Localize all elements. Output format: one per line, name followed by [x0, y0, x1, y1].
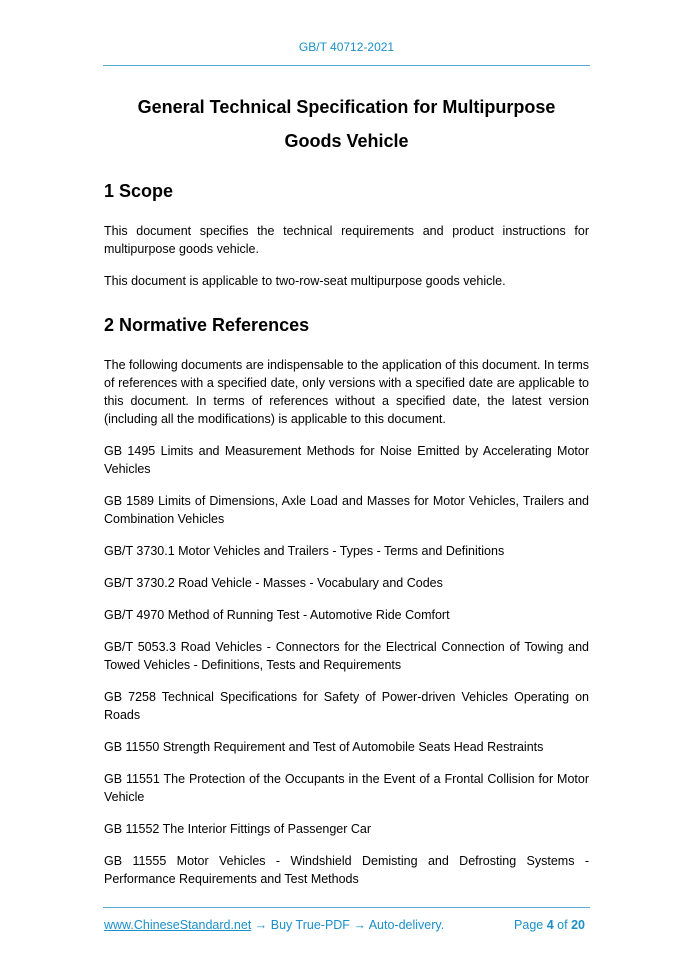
- header-divider: [103, 65, 590, 66]
- reference-item: GB 7258 Technical Specifications for Safety of Power-driven Vehicles Operating on Roads: [104, 690, 589, 722]
- website-link[interactable]: www.ChineseStandard.net: [104, 918, 252, 932]
- footer-divider: [103, 907, 590, 908]
- reference-item: GB/T 5053.3 Road Vehicles - Connectors for the Electrical Connection of Towing and Towed Vehicles - Definitions, Tests and Requirements: [104, 640, 589, 672]
- footer-promo: [104, 918, 444, 932]
- page-of-label: of: [557, 918, 568, 932]
- scope-heading: 1 Scope: [104, 181, 174, 201]
- document-title-line-1: General Technical Specification for Multipurpose: [137, 97, 556, 117]
- page-indicator: [514, 918, 585, 932]
- document-title-line-2: Goods Vehicle: [284, 131, 409, 151]
- scope-section: [104, 178, 589, 290]
- reference-list: [104, 442, 589, 888]
- document-title: [103, 90, 590, 158]
- total-page-count: 20: [571, 918, 585, 932]
- footer-tagline: → Buy True-PDF → Auto-delivery.: [251, 918, 445, 932]
- normative-references-intro: The following documents are indispensable to the application of this document. In terms of references with a specified date, only versions with a specified date are applicable to this document. In terms of references without a specified date, the latest version (including all the modifications) is applicable to this document.: [104, 358, 589, 426]
- reference-item: GB 11552 The Interior Fittings of Passenger Car: [104, 822, 372, 836]
- reference-item: GB 11550 Strength Requirement and Test of Automobile Seats Head Restraints: [104, 740, 544, 754]
- header-standard-code: GB/T 40712-2021: [298, 40, 395, 54]
- reference-item: GB/T 3730.2 Road Vehicle - Masses - Vocabulary and Codes: [104, 576, 443, 590]
- reference-item: GB/T 4970 Method of Running Test - Automotive Ride Comfort: [104, 608, 450, 622]
- reference-item: GB 1589 Limits of Dimensions, Axle Load and Masses for Motor Vehicles, Trailers and Combination Vehicles: [104, 494, 589, 526]
- page-label: Page: [514, 918, 544, 932]
- reference-item: GB/T 3730.1 Motor Vehicles and Trailers - Types - Terms and Definitions: [104, 544, 505, 558]
- reference-item: GB 1495 Limits and Measurement Methods for Noise Emitted by Accelerating Motor Vehicles: [104, 444, 589, 476]
- normative-references-section: [104, 312, 589, 888]
- current-page-number: 4: [546, 918, 554, 932]
- normative-references-heading: 2 Normative References: [104, 315, 310, 335]
- reference-item: GB 11555 Motor Vehicles - Windshield Demisting and Defrosting Systems - Performance Requirements and Test Methods: [104, 854, 589, 886]
- scope-paragraph: This document specifies the technical requirements and product instructions for multipurpose goods vehicle.: [104, 224, 589, 256]
- document-body: [104, 178, 589, 902]
- scope-paragraph: This document is applicable to two-row-seat multipurpose goods vehicle.: [104, 274, 506, 288]
- reference-item: GB 11551 The Protection of the Occupants in the Event of a Frontal Collision for Motor Vehicle: [104, 772, 589, 804]
